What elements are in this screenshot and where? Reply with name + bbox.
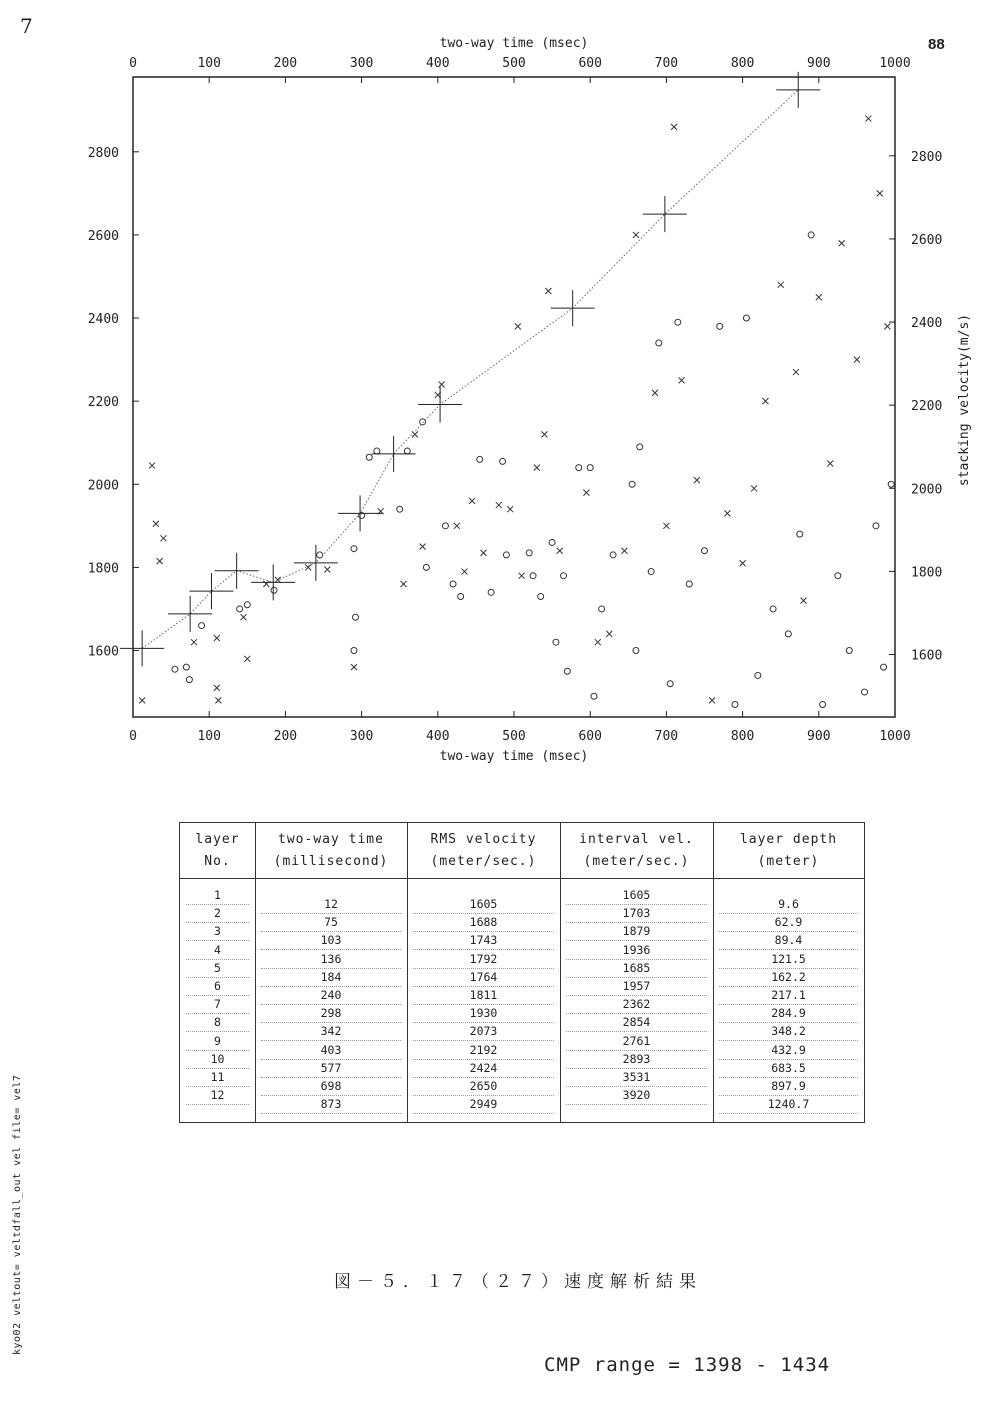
semblance-circle-mark <box>351 546 357 552</box>
semblance-cross-mark <box>663 523 669 529</box>
interval-velocity-cell: 3531 <box>566 1069 707 1087</box>
two-way-time-cell: 577 <box>261 1060 401 1078</box>
two-way-time-cell: 12 <box>261 896 401 914</box>
semblance-circle-mark <box>477 456 483 462</box>
velocity-pick-marker <box>551 290 595 326</box>
semblance-cross-mark <box>439 382 445 388</box>
x-tick-label-bottom: 100 <box>197 729 221 744</box>
header-interval-velocity: interval vel. (meter/sec.) <box>579 832 694 869</box>
semblance-circle-mark <box>561 573 567 579</box>
semblance-circle-mark <box>244 602 250 608</box>
header-layer-no: layer No. <box>195 832 240 869</box>
x-tick-label-top: 0 <box>129 56 137 71</box>
rms-velocity-cell: 1792 <box>413 951 554 969</box>
semblance-circle-mark <box>648 569 654 575</box>
x-tick-label-bottom: 300 <box>349 729 374 744</box>
semblance-cross-mark <box>709 697 715 703</box>
semblance-cross-mark <box>240 614 246 620</box>
y-tick-label-left: 1800 <box>87 561 119 577</box>
semblance-circle-mark <box>237 606 243 612</box>
semblance-cross-mark <box>762 398 768 404</box>
semblance-points <box>139 116 894 708</box>
semblance-cross-mark <box>854 357 860 363</box>
semblance-cross-mark <box>633 232 639 238</box>
two-way-time-cell: 698 <box>261 1078 401 1096</box>
interval-velocity-cell: 1703 <box>566 905 707 923</box>
rms-velocity-cell: 1930 <box>413 1005 554 1023</box>
x-tick-label-top: 600 <box>578 56 602 71</box>
velocity-pick-marker <box>168 596 212 632</box>
semblance-circle-mark <box>423 564 429 570</box>
semblance-cross-mark <box>583 490 589 496</box>
layer-no-cell: 10 <box>186 1051 249 1069</box>
figure-caption: 図－５．１７（２７）速度解析結果 <box>334 1272 702 1292</box>
rms-velocity-cell: 2073 <box>413 1023 554 1041</box>
semblance-cross-mark <box>679 377 685 383</box>
y-tick-label-right: 1600 <box>911 648 943 664</box>
two-way-time-cell: 298 <box>261 1005 401 1023</box>
semblance-circle-mark <box>686 581 692 587</box>
semblance-cross-mark <box>401 581 407 587</box>
semblance-cross-mark <box>724 510 730 516</box>
layer-depth-cell: 897.9 <box>719 1078 858 1096</box>
y-tick-label-right: 2800 <box>911 149 943 165</box>
layer-depth-cell: 683.5 <box>719 1060 858 1078</box>
rms-velocity-cell: 1764 <box>413 969 554 987</box>
layer-no-cell: 5 <box>186 960 249 978</box>
semblance-circle-mark <box>797 531 803 537</box>
semblance-cross-mark <box>454 523 460 529</box>
semblance-circle-mark <box>675 319 681 325</box>
x-tick-label-bottom: 200 <box>273 729 298 744</box>
layer-depth-cell: 162.2 <box>719 969 858 987</box>
y-tick-label-left: 2000 <box>87 478 119 494</box>
rms-velocity-cell: 2650 <box>413 1078 554 1096</box>
semblance-circle-mark <box>500 458 506 464</box>
layer-no-cell: 6 <box>186 978 249 996</box>
rms-velocity-cell: 1605 <box>413 896 554 914</box>
semblance-circle-mark <box>351 648 357 654</box>
y-tick-label-right: 2200 <box>911 399 943 415</box>
semblance-circle-mark <box>610 552 616 558</box>
semblance-cross-mark <box>351 664 357 670</box>
semblance-cross-mark <box>671 124 677 130</box>
semblance-circle-mark <box>862 689 868 695</box>
interval-velocity-cell: 1685 <box>566 960 707 978</box>
semblance-circle-mark <box>564 668 570 674</box>
semblance-cross-mark <box>694 477 700 483</box>
semblance-circle-mark <box>183 664 189 670</box>
semblance-cross-mark <box>412 431 418 437</box>
layer-no-cell: 3 <box>186 923 249 941</box>
x-tick-label-top: 1000 <box>879 56 911 71</box>
x-tick-label-bottom: 900 <box>807 729 831 744</box>
semblance-circle-mark <box>199 623 205 629</box>
column-two-way-time <box>255 896 407 1116</box>
semblance-cross-mark <box>621 548 627 554</box>
semblance-circle-mark <box>404 448 410 454</box>
semblance-circle-mark <box>503 552 509 558</box>
x-axis-label-top: two-way time (msec) <box>439 36 589 51</box>
semblance-circle-mark <box>538 593 544 599</box>
semblance-circle-mark <box>835 573 841 579</box>
x-tick-label-top: 700 <box>654 56 679 71</box>
x-tick-label-top: 100 <box>197 56 221 71</box>
page-number: 88 <box>928 36 945 53</box>
semblance-cross-mark <box>595 639 601 645</box>
velocity-pick-marker <box>372 436 416 472</box>
semblance-circle-mark <box>526 550 532 556</box>
semblance-cross-mark <box>139 697 145 703</box>
semblance-circle-mark <box>442 523 448 529</box>
semblance-cross-mark <box>778 282 784 288</box>
layer-no-cell: 8 <box>186 1014 249 1032</box>
rms-velocity-cell: 2192 <box>413 1042 554 1060</box>
picked-velocity-function <box>120 72 820 667</box>
semblance-cross-mark <box>827 460 833 466</box>
semblance-circle-mark <box>366 454 372 460</box>
layer-depth-cell: 348.2 <box>719 1023 858 1041</box>
semblance-circle-mark <box>888 481 894 487</box>
header-two-way-time: two-way time (millisecond) <box>273 832 389 869</box>
x-tick-label-bottom: 1000 <box>879 729 911 744</box>
semblance-cross-mark <box>751 485 757 491</box>
two-way-time-cell: 184 <box>261 969 401 987</box>
layer-no-cell: 1 <box>186 887 249 905</box>
x-tick-label-bottom: 400 <box>426 729 450 744</box>
layer-depth-cell: 9.6 <box>719 896 858 914</box>
semblance-circle-mark <box>820 702 826 708</box>
semblance-cross-mark <box>557 548 563 554</box>
column-layer-depth <box>713 896 864 1116</box>
y-tick-label-left: 2400 <box>87 312 119 328</box>
layer-no-cell: 4 <box>186 942 249 960</box>
semblance-cross-mark <box>816 294 822 300</box>
semblance-circle-mark <box>458 593 464 599</box>
y-tick-label-left: 1600 <box>87 644 119 660</box>
x-tick-label-bottom: 0 <box>129 729 137 744</box>
velocity-pick-marker <box>120 630 164 666</box>
semblance-cross-mark <box>469 498 475 504</box>
two-way-time-cell: 240 <box>261 987 401 1005</box>
semblance-cross-mark <box>214 635 220 641</box>
semblance-circle-mark <box>637 444 643 450</box>
semblance-circle-mark <box>450 581 456 587</box>
semblance-circle-mark <box>549 539 555 545</box>
semblance-cross-mark <box>793 369 799 375</box>
layer-depth-cell: 432.9 <box>719 1042 858 1060</box>
semblance-circle-mark <box>530 573 536 579</box>
semblance-cross-mark <box>652 390 658 396</box>
side-label: kyo02 veltout= veltdfall_out vel file= vel7 <box>12 1074 23 1355</box>
semblance-cross-mark <box>149 463 155 469</box>
semblance-cross-mark <box>481 550 487 556</box>
rms-velocity-cell: 1811 <box>413 987 554 1005</box>
layer-depth-cell: 284.9 <box>719 1005 858 1023</box>
column-interval-velocity <box>560 887 713 1107</box>
x-tick-label-bottom: 500 <box>502 729 526 744</box>
semblance-cross-mark <box>191 639 197 645</box>
semblance-cross-mark <box>507 506 513 512</box>
layer-no-cell: 11 <box>186 1069 249 1087</box>
interval-velocity-cell: 1936 <box>566 942 707 960</box>
rms-velocity-cell: 1743 <box>413 932 554 950</box>
two-way-time-cell: 342 <box>261 1023 401 1041</box>
velocity-results-table <box>179 822 865 1123</box>
layer-depth-cell: 1240.7 <box>719 1096 858 1114</box>
semblance-cross-mark <box>461 569 467 575</box>
semblance-circle-mark <box>732 702 738 708</box>
layer-no-cell: 7 <box>186 996 249 1014</box>
interval-velocity-cell: 1605 <box>566 887 707 905</box>
semblance-circle-mark <box>629 481 635 487</box>
semblance-circle-mark <box>846 648 852 654</box>
layer-depth-cell: 217.1 <box>719 987 858 1005</box>
velocity-pick-marker <box>643 196 687 232</box>
semblance-circle-mark <box>702 548 708 554</box>
rms-velocity-cell: 2949 <box>413 1096 554 1114</box>
y-tick-label-right: 1800 <box>911 565 943 581</box>
semblance-circle-mark <box>374 448 380 454</box>
semblance-circle-mark <box>186 677 192 683</box>
semblance-cross-mark <box>606 631 612 637</box>
layer-depth-cell: 89.4 <box>719 932 858 950</box>
y-axis-label-right: stacking velocity(m/s) <box>957 313 972 487</box>
two-way-time-cell: 75 <box>261 914 401 932</box>
header-rms-velocity: RMS velocity (meter/sec.) <box>430 832 537 869</box>
interval-velocity-cell: 2893 <box>566 1051 707 1069</box>
semblance-cross-mark <box>534 465 540 471</box>
column-rms-velocity <box>407 896 560 1116</box>
two-way-time-cell: 403 <box>261 1042 401 1060</box>
y-tick-label-left: 2200 <box>87 395 119 411</box>
x-tick-label-top: 900 <box>807 56 831 71</box>
semblance-cross-mark <box>324 566 330 572</box>
semblance-cross-mark <box>215 697 221 703</box>
y-tick-label-left: 2600 <box>87 228 119 244</box>
semblance-cross-mark <box>496 502 502 508</box>
semblance-cross-mark <box>740 560 746 566</box>
semblance-circle-mark <box>599 606 605 612</box>
cmp-range: CMP range = 1398 - 1434 <box>544 1354 831 1376</box>
x-tick-label-top: 400 <box>426 56 450 71</box>
semblance-cross-mark <box>839 240 845 246</box>
semblance-cross-mark <box>160 535 166 541</box>
semblance-cross-mark <box>865 116 871 122</box>
semblance-cross-mark <box>244 656 250 662</box>
semblance-cross-mark <box>519 573 525 579</box>
semblance-circle-mark <box>873 523 879 529</box>
velocity-pick-marker <box>189 573 233 609</box>
semblance-circle-mark <box>633 648 639 654</box>
x-tick-label-bottom: 800 <box>730 729 755 744</box>
layer-no-cell: 2 <box>186 905 249 923</box>
semblance-cross-mark <box>214 685 220 691</box>
semblance-circle-mark <box>591 693 597 699</box>
x-tick-label-bottom: 600 <box>578 729 602 744</box>
semblance-circle-mark <box>553 639 559 645</box>
semblance-circle-mark <box>172 666 178 672</box>
semblance-circle-mark <box>743 315 749 321</box>
semblance-circle-mark <box>881 664 887 670</box>
two-way-time-cell: 103 <box>261 932 401 950</box>
axis-ticks <box>88 56 943 744</box>
semblance-cross-mark <box>801 598 807 604</box>
layer-depth-cell: 62.9 <box>719 914 858 932</box>
y-tick-label-right: 2000 <box>911 482 943 498</box>
semblance-circle-mark <box>397 506 403 512</box>
semblance-circle-mark <box>667 681 673 687</box>
interval-velocity-cell: 2761 <box>566 1033 707 1051</box>
y-tick-label-right: 2400 <box>911 316 943 332</box>
y-tick-label-right: 2600 <box>911 232 943 248</box>
interval-velocity-cell: 2854 <box>566 1014 707 1032</box>
semblance-cross-mark <box>877 190 883 196</box>
semblance-cross-mark <box>545 288 551 294</box>
semblance-cross-mark <box>153 521 159 527</box>
semblance-circle-mark <box>717 323 723 329</box>
layer-no-cell: 9 <box>186 1033 249 1051</box>
rms-velocity-cell: 2424 <box>413 1060 554 1078</box>
rms-velocity-cell: 1688 <box>413 914 554 932</box>
semblance-circle-mark <box>808 232 814 238</box>
x-tick-label-bottom: 700 <box>654 729 679 744</box>
interval-velocity-cell: 1879 <box>566 923 707 941</box>
semblance-circle-mark <box>587 465 593 471</box>
plot-frame <box>133 77 895 717</box>
corner-mark: 7 <box>20 14 33 38</box>
semblance-cross-mark <box>884 323 890 329</box>
interval-velocity-cell: 3920 <box>566 1087 707 1105</box>
semblance-circle-mark <box>420 419 426 425</box>
semblance-circle-mark <box>488 589 494 595</box>
semblance-cross-mark <box>157 558 163 564</box>
interval-velocity-cell: 2362 <box>566 996 707 1014</box>
header-layer-depth: layer depth (meter) <box>739 832 838 869</box>
layer-depth-cell: 121.5 <box>719 951 858 969</box>
semblance-cross-mark <box>515 323 521 329</box>
x-tick-label-top: 300 <box>349 56 374 71</box>
semblance-circle-mark <box>576 465 582 471</box>
picked-velocity-line <box>142 90 798 649</box>
velocity-pick-marker <box>251 564 295 600</box>
semblance-circle-mark <box>785 631 791 637</box>
x-axis-label-bottom: two-way time (msec) <box>439 749 589 764</box>
column-layer-no <box>180 887 255 1107</box>
interval-velocity-cell: 1957 <box>566 978 707 996</box>
semblance-circle-mark <box>317 552 323 558</box>
velocity-pick-marker <box>294 545 338 581</box>
layer-no-cell: 12 <box>186 1087 249 1105</box>
velocity-pick-marker <box>338 495 382 531</box>
two-way-time-cell: 136 <box>261 951 401 969</box>
semblance-circle-mark <box>770 606 776 612</box>
semblance-circle-mark <box>656 340 662 346</box>
semblance-circle-mark <box>271 587 277 593</box>
semblance-cross-mark <box>420 544 426 550</box>
x-tick-label-top: 500 <box>502 56 526 71</box>
velocity-pick-marker <box>418 386 462 422</box>
semblance-cross-mark <box>541 431 547 437</box>
x-tick-label-top: 800 <box>730 56 755 71</box>
two-way-time-cell: 873 <box>261 1096 401 1114</box>
y-tick-label-left: 2800 <box>87 145 119 161</box>
semblance-circle-mark <box>353 614 359 620</box>
semblance-circle-mark <box>755 672 761 678</box>
x-tick-label-top: 200 <box>273 56 298 71</box>
